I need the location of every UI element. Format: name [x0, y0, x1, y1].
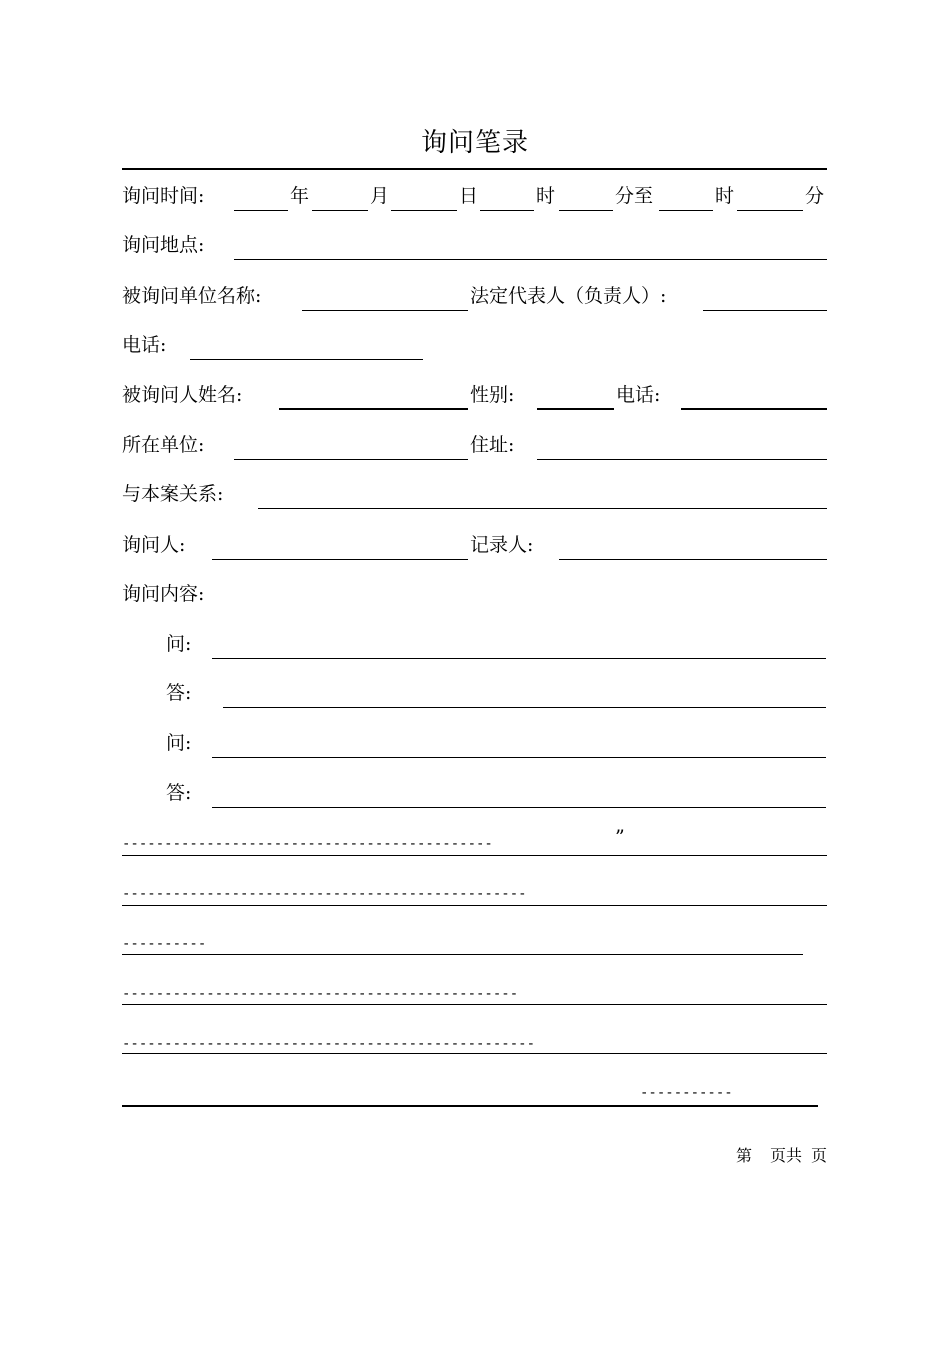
gender-field[interactable] — [537, 408, 614, 410]
month-unit: 月 — [370, 185, 390, 207]
address-label: 住址: — [470, 434, 515, 456]
hour2-field[interactable] — [659, 210, 713, 211]
day-field[interactable] — [391, 210, 457, 211]
work-unit-row — [0, 432, 950, 466]
recorder-label: 记录人: — [470, 534, 534, 556]
legal-rep-field[interactable] — [703, 310, 827, 311]
place-field[interactable] — [234, 259, 827, 260]
gender-label: 性别: — [470, 384, 515, 406]
writing-line[interactable] — [122, 1105, 818, 1107]
phone2-field[interactable] — [681, 408, 827, 410]
minute-field[interactable] — [559, 210, 613, 211]
question-field[interactable] — [212, 757, 826, 758]
person-name-field[interactable] — [279, 408, 468, 410]
qa-row — [0, 680, 950, 714]
person-row — [0, 382, 950, 416]
work-unit-label: 所在单位: — [122, 434, 205, 456]
phone1-label: 电话: — [122, 334, 167, 356]
hour-unit: 时 — [536, 185, 556, 207]
person-name-label: 被询问人姓名: — [122, 384, 243, 406]
year-unit: 年 — [290, 185, 310, 207]
answer-field[interactable] — [212, 807, 826, 808]
quote-mark: ” — [615, 826, 625, 848]
relation-row — [0, 481, 950, 515]
content-row — [0, 581, 950, 615]
footer-page-label: 第 — [736, 1146, 753, 1165]
phone1-row — [0, 332, 950, 366]
writing-line[interactable] — [122, 905, 827, 906]
question-label: 问: — [166, 732, 192, 754]
unit-name-label: 被询问单位名称: — [122, 285, 262, 307]
writing-line[interactable] — [122, 1053, 827, 1054]
hour-field[interactable] — [480, 210, 534, 211]
document-title: 询问笔录 — [420, 128, 529, 158]
dashed-segment: ----------------------------------------------- — [122, 986, 519, 1002]
inquirer-label: 询问人: — [122, 534, 186, 556]
question-label: 问: — [166, 633, 192, 655]
phone1-field[interactable] — [190, 359, 423, 360]
answer-field[interactable] — [223, 707, 826, 708]
unit-row — [0, 283, 950, 317]
minute-to-unit: 分至 — [615, 185, 654, 207]
dashed-segment: ---------- — [122, 936, 207, 952]
time-row — [0, 183, 950, 217]
content-label: 询问内容: — [122, 583, 205, 605]
place-row — [0, 232, 950, 266]
writing-line[interactable] — [122, 954, 803, 955]
relation-field[interactable] — [258, 508, 827, 509]
title-rule — [122, 168, 827, 170]
footer-total-label: 页共 — [770, 1146, 803, 1165]
minute2-unit: 分 — [805, 185, 825, 207]
unit-name-field[interactable] — [302, 310, 468, 311]
answer-label: 答: — [166, 682, 192, 704]
writing-line[interactable] — [122, 1004, 827, 1005]
day-unit: 日 — [459, 185, 479, 207]
qa-row — [0, 730, 950, 764]
dashed-segment: ----------- — [640, 1085, 733, 1101]
dashed-segment: ------------------------------------------------ — [122, 886, 527, 902]
footer-end-label: 页 — [811, 1146, 828, 1165]
phone2-label: 电话: — [616, 384, 661, 406]
hour2-unit: 时 — [715, 185, 735, 207]
qa-row — [0, 631, 950, 665]
year-field[interactable] — [234, 210, 288, 211]
question-field[interactable] — [212, 658, 826, 659]
dashed-segment: -------------------------------------------- — [122, 836, 493, 852]
answer-label: 答: — [166, 782, 192, 804]
qa-row — [0, 780, 950, 814]
time-label: 询问时间: — [122, 185, 205, 207]
inquirer-field[interactable] — [212, 559, 468, 560]
staff-row — [0, 532, 950, 566]
address-field[interactable] — [537, 459, 827, 460]
minute2-field[interactable] — [737, 210, 803, 211]
month-field[interactable] — [312, 210, 368, 211]
dashed-segment: ------------------------------------------------- — [122, 1036, 536, 1052]
work-unit-field[interactable] — [234, 459, 468, 460]
recorder-field[interactable] — [559, 559, 827, 560]
legal-rep-label: 法定代表人（负责人）: — [470, 285, 667, 307]
place-label: 询问地点: — [122, 234, 205, 256]
relation-label: 与本案关系: — [122, 483, 224, 505]
writing-line[interactable] — [122, 855, 827, 856]
